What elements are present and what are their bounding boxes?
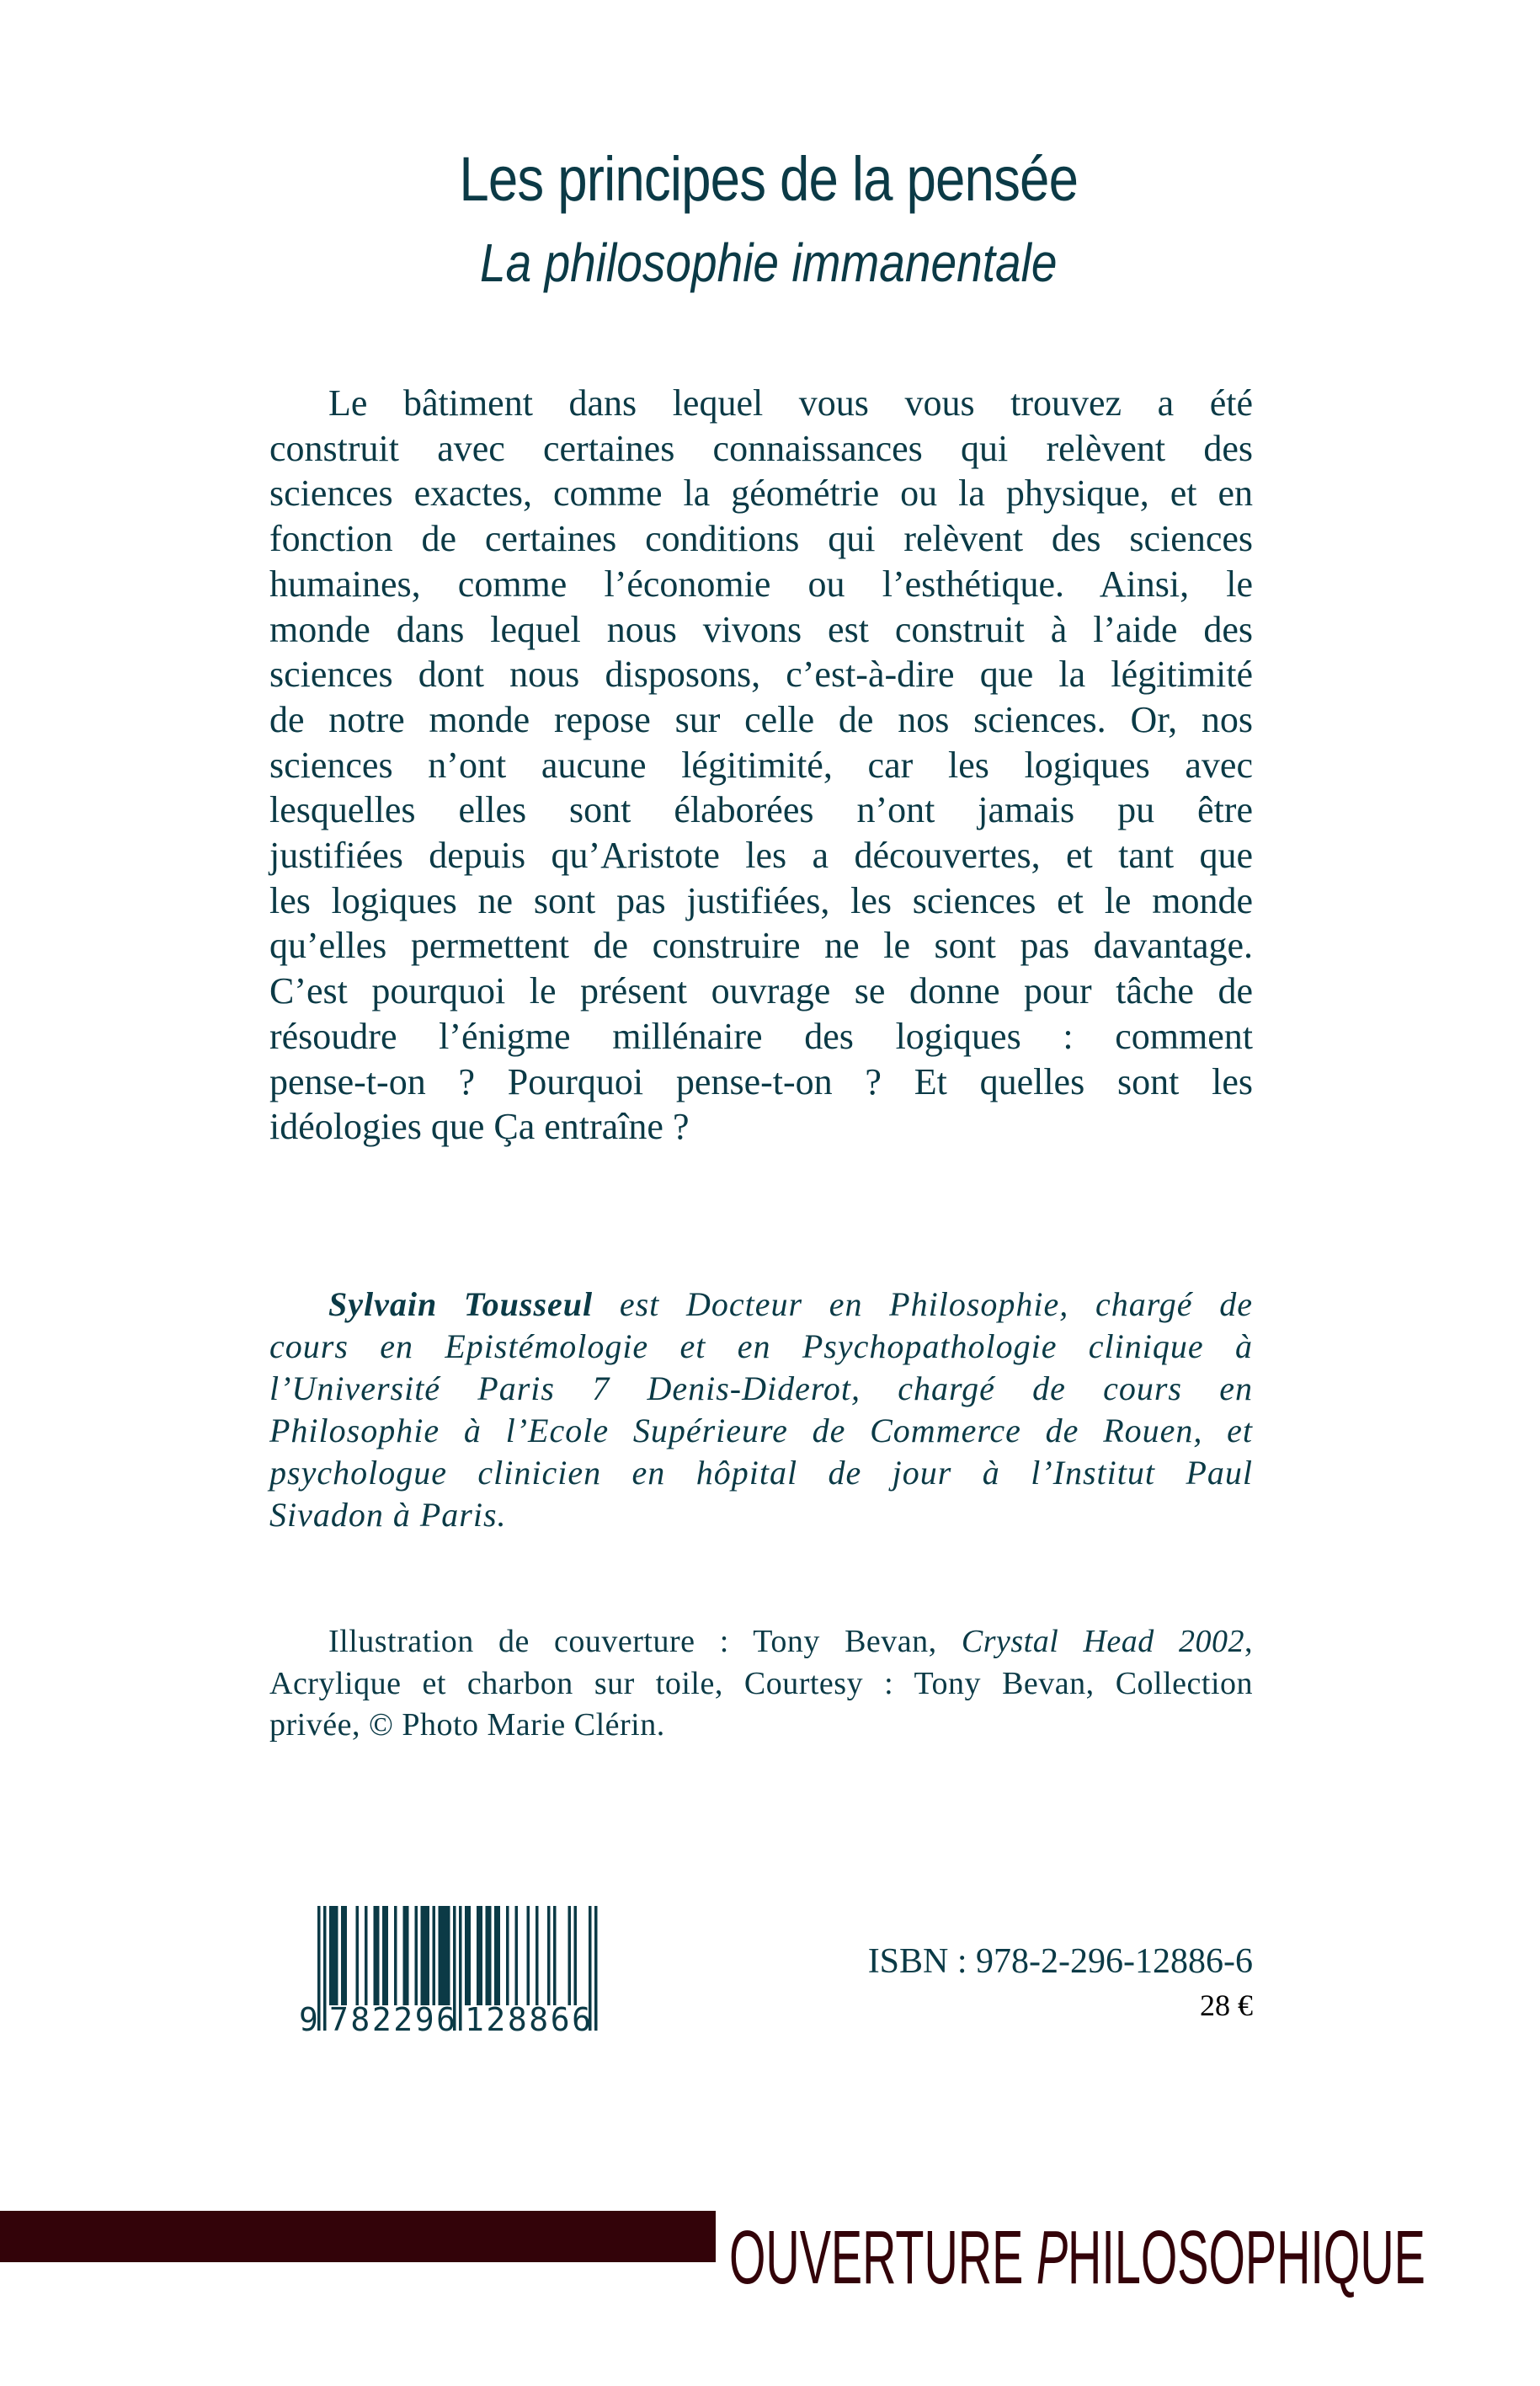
barcode-bar <box>594 1906 598 2031</box>
blurb-line: humaines, comme l’économie ou l’esthétique. Ainsi, le <box>269 563 1253 605</box>
barcode-bar <box>465 1906 468 2005</box>
series-name <box>729 2216 1425 2300</box>
blurb-line: sciences n’ont aucune légitimité, car les logiques avec <box>269 744 1253 786</box>
author-bio-line: Philosophie à l’Ecole Supérieure de Commerce de Rouen, et <box>269 1412 1253 1449</box>
price: 28 € <box>1200 1988 1253 2022</box>
barcode-bar <box>468 1906 472 2005</box>
isbn-number: ISBN : 978-2-296-12886-6 <box>867 1942 1253 1981</box>
series-word: HILOSOPHIQUE <box>1068 2216 1425 2300</box>
book-subtitle: La philosophie immanentale <box>480 232 1058 293</box>
barcode-bar <box>568 1906 572 2005</box>
barcode-digit-first: 9 <box>299 2001 318 2034</box>
book-title: Les principes de la pensée <box>459 144 1079 214</box>
barcode-bar <box>421 1906 424 2005</box>
barcode-bar <box>403 1906 407 2005</box>
blurb-line: lesquelles elles sont élaborées n’ont jamais pu être <box>269 789 1253 831</box>
barcode-bar <box>406 1906 409 2005</box>
barcode-bar <box>498 1906 501 2005</box>
author-bio-line: Sivadon à Paris. <box>269 1496 507 1534</box>
barcode-bar <box>374 1906 377 2005</box>
barcode-bar <box>547 1906 551 2005</box>
barcode-bar <box>527 1906 530 2005</box>
barcode-digits-left: 782296 <box>329 2001 456 2034</box>
barcode-bar <box>515 1906 519 2005</box>
blurb-line: justifiées depuis qu’Aristote les a découvertes, et tant que <box>269 835 1253 877</box>
barcode-bar <box>415 1906 418 2005</box>
barcode-bar <box>445 1906 448 2005</box>
barcode-bar <box>486 1906 489 2005</box>
series-word: OUVERTURE <box>729 2216 1036 2300</box>
illustration-credit <box>269 1621 1253 1747</box>
blurb-line: C’est pourquoi le présent ouvrage se donne pour tâche de <box>269 970 1253 1012</box>
barcode-bar <box>424 1906 427 2005</box>
blurb-line: idéologies que Ça entraîne ? <box>269 1106 690 1148</box>
blurb-line: qu’elles permettent de construire ne le sont pas davantage. <box>269 925 1253 967</box>
barcode-bar <box>553 1906 557 2005</box>
barcode-bar <box>365 1906 368 2005</box>
credit-line: Acrylique et charbon sur toile, Courtesy : Tony Bevan, Collection <box>269 1665 1253 1701</box>
barcode-bar <box>386 1906 389 2005</box>
barcode-bar <box>341 1906 344 2005</box>
author-bio <box>269 1284 1253 1536</box>
barcode-bar <box>488 1906 492 2005</box>
credit-text: , <box>1244 1624 1253 1659</box>
barcode-bar <box>480 1906 483 2005</box>
barcode-bar <box>439 1906 442 2005</box>
barcode-bar <box>506 1906 509 2005</box>
barcode-bar <box>329 1906 333 2005</box>
blurb-line: sciences exactes, comme la géométrie ou la physique, et en <box>269 472 1253 515</box>
blurb-line: résoudre l’énigme millénaire des logiques : comment <box>269 1015 1253 1057</box>
barcode-bar <box>494 1906 498 2005</box>
blurb-line: fonction de certaines conditions qui relèvent des sciences <box>269 518 1253 560</box>
barcode-bar <box>323 1906 327 2031</box>
blurb-line: monde dans lequel nous vivons est construit à l’aide des <box>269 608 1253 650</box>
barcode-digits-right: 128866 <box>465 2001 591 2034</box>
barcode-bar <box>382 1906 386 2005</box>
barcode-bar <box>433 1906 436 2005</box>
barcode-bar <box>447 1906 450 2005</box>
blurb-line: construit avec certaines connaissances qui relèvent des <box>269 427 1253 469</box>
author-bio-text: est Docteur en Philosophie, chargé de <box>593 1285 1253 1323</box>
barcode-bar <box>536 1906 539 2005</box>
barcode-bar <box>333 1906 336 2005</box>
blurb-line: Le bâtiment dans lequel vous vous trouvez a été <box>328 382 1253 424</box>
blurb-paragraph <box>269 381 1253 1150</box>
author-bio-line: psychologue clinicien en hôpital de jour à l’Institut Paul <box>269 1454 1253 1492</box>
barcode-bar <box>376 1906 380 2005</box>
author-name: Sylvain Tousseul <box>328 1285 594 1323</box>
barcode-bar <box>335 1906 338 2005</box>
blurb-line: pense-t-on ? Pourquoi pense-t-on ? Et quelles sont les <box>269 1060 1253 1102</box>
author-bio-line: cours en Epistémologie et en Psychopathologie clinique à <box>269 1327 1253 1365</box>
blurb-line: les logiques ne sont pas justifiées, les sciences et le monde <box>269 879 1253 921</box>
credit-line: privée, © Photo Marie Clérin. <box>269 1707 665 1743</box>
barcode-bar <box>441 1906 445 2005</box>
series-initial: P <box>1036 2216 1068 2300</box>
barcode-bar <box>427 1906 430 2005</box>
barcode-bar <box>394 1906 397 2005</box>
blurb-line: sciences dont nous disposons, c’est-à-dire que la légitimité <box>269 654 1253 696</box>
credit-text: Illustration de couverture : Tony Bevan, <box>328 1624 962 1659</box>
barcode-bar <box>356 1906 360 2005</box>
blurb-line: de notre monde repose sur celle de nos sciences. Or, nos <box>269 698 1253 740</box>
author-bio-line <box>269 1284 1253 1326</box>
artwork-title: Crystal Head 2002 <box>961 1624 1244 1659</box>
barcode-bar <box>574 1906 578 2005</box>
credit-line <box>269 1621 1253 1663</box>
barcode-bar <box>344 1906 348 2005</box>
series-band <box>0 2211 716 2262</box>
isbn-barcode <box>299 1899 602 2034</box>
barcode-bar <box>477 1906 480 2005</box>
barcode-bar <box>459 1906 462 2031</box>
author-bio-line: l’Université Paris 7 Denis-Diderot, chargé de cours en <box>269 1369 1253 1407</box>
